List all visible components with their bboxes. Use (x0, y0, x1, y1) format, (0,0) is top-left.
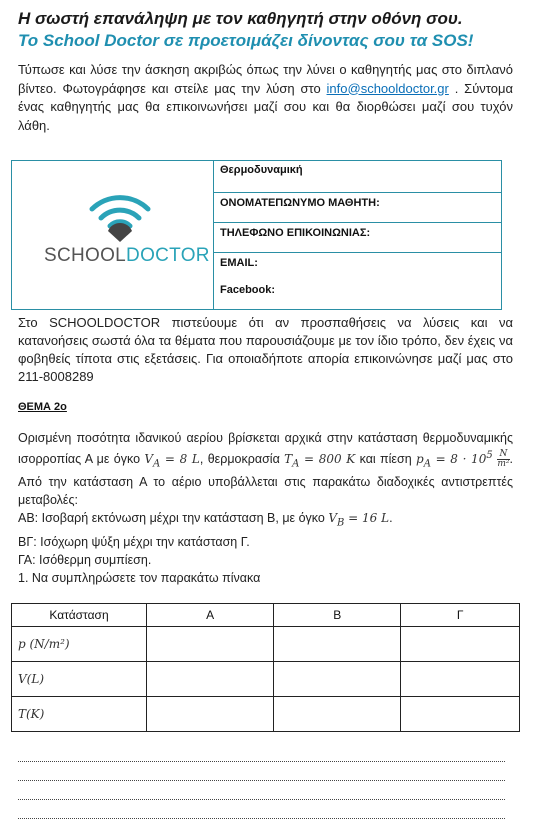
field-facebook[interactable]: Facebook: (220, 284, 276, 296)
table-cell[interactable] (274, 697, 401, 732)
brand-part-school: SCHOOL (44, 245, 127, 266)
problem-text: , θερμοκρασία (199, 452, 280, 466)
step-AB: ΑΒ: Ισοβαρή εκτόνωση μέχρι την κατάσταση Β, με όγκο $V_B = 16$ L. (18, 511, 393, 529)
table-cell[interactable] (401, 627, 520, 662)
info-paragraph: Στο SCHOOLDOCTOR πιστεύουμε ότι αν προσπαθήσεις να λύσεις και να κατανοήσεις σωστά όλα τα θέματα που παρουσιάζουμε με τον ίδιο τρόπο, δεν έχεις να φοβηθείς τίποτα στις εξετάσεις. Για οποιαδήποτε απορία επικοινώνησε μαζί μας στο 211-8008289 (18, 315, 513, 384)
table-cell[interactable] (274, 627, 401, 662)
logo-area (12, 161, 214, 309)
table-header: Β (274, 604, 401, 627)
row-label-p: p (N/m²) (12, 627, 147, 662)
student-info-card (11, 160, 502, 310)
table-cell[interactable] (147, 662, 274, 697)
table-row (12, 662, 520, 697)
field-email[interactable]: EMAIL: (220, 257, 258, 269)
topic-title: ΘΕΜΑ 2ο (18, 401, 67, 413)
wifi-logo-icon (88, 191, 152, 243)
table-cell[interactable] (274, 662, 401, 697)
field-phone[interactable]: ΤΗΛΕΦΩΝΟ ΕΠΙΚΟΙΝΩΝΙΑΣ: (220, 227, 371, 239)
problem-text: . Από την κατάσταση Α το αέριο υποβάλλεται στις παρακάτω διαδοχικές αντιστρεπτές μεταβολές: (18, 452, 514, 508)
question-1: 1. Να συμπληρώσετε τον παρακάτω πίνακα (18, 570, 261, 585)
answer-line[interactable] (18, 818, 505, 819)
problem-text: Ορισμένη ποσότητα ιδανικού αερίου βρίσκεται αρχικά στην κατάσταση θερμοδυναμικής ισορροπίας Α με όγκο (18, 431, 513, 466)
field-subject: Θερμοδυναμική (220, 164, 303, 176)
answer-line[interactable] (18, 799, 505, 800)
problem-statement (18, 429, 513, 587)
table-cell[interactable] (401, 662, 520, 697)
math-VA: $V_A = 8$ L (144, 452, 200, 470)
field-divider (214, 252, 501, 253)
table-cell[interactable] (401, 697, 520, 732)
intro-part-2: . Σύντομα ένας καθηγητής μας θα επικοινωνήσει μαζί σου και θα διορθώσει μαζί σου τυχόν λάθη. (18, 80, 513, 133)
math-TA: $T_A = 800$ K (284, 452, 356, 470)
answer-line[interactable] (18, 780, 505, 781)
email-link[interactable]: info@schooldoctor.gr (326, 80, 449, 96)
intro-part-1: Τύπωσε και λύσε την άσκηση ακριβώς όπως την λύνει ο καθηγητής μας στο διπλανό βίντεο. Φωτογράφησε και στείλε μας την λύση στο (18, 62, 513, 96)
table-header: Γ (401, 604, 520, 627)
heading-line-1: Η σωστή επανάληψη με τον καθηγητή στην οθόνη σου. (18, 9, 463, 28)
table-cell[interactable] (147, 697, 274, 732)
answer-line[interactable] (18, 761, 505, 762)
heading-line-2: Το School Doctor σε προετοιμάζει δίνοντας σου τα SOS! (18, 31, 474, 50)
field-divider (214, 222, 501, 223)
problem-text: και πίεση (359, 452, 412, 466)
states-table (11, 603, 520, 732)
table-header: Κατάσταση (12, 604, 147, 627)
info-fields (214, 161, 501, 309)
row-label-v: V(L) (12, 662, 147, 697)
brand-logo-text (44, 245, 210, 267)
math-pA: $p_A = 8 \cdot 10^5$ $\frac{N}{\text{m²}}$ (416, 449, 510, 470)
table-header: Α (147, 604, 274, 627)
step-GA: ΓΑ: Ισόθερμη συμπίεση. (18, 552, 152, 567)
table-row (12, 697, 520, 732)
field-student-name[interactable]: ΟΝΟΜΑΤΕΠΩΝΥΜΟ ΜΑΘΗΤΗ: (220, 197, 380, 209)
step-BG: ΒΓ: Ισόχωρη ψύξη μέχρι την κατάσταση Γ. (18, 534, 250, 549)
table-cell[interactable] (147, 627, 274, 662)
problem-body (18, 429, 513, 509)
brand-part-doctor: DOCTOR (126, 245, 210, 266)
intro-text (18, 61, 513, 135)
table-header-row (12, 604, 520, 627)
row-label-t: T(K) (12, 697, 147, 732)
field-divider (214, 192, 501, 193)
table-row (12, 627, 520, 662)
